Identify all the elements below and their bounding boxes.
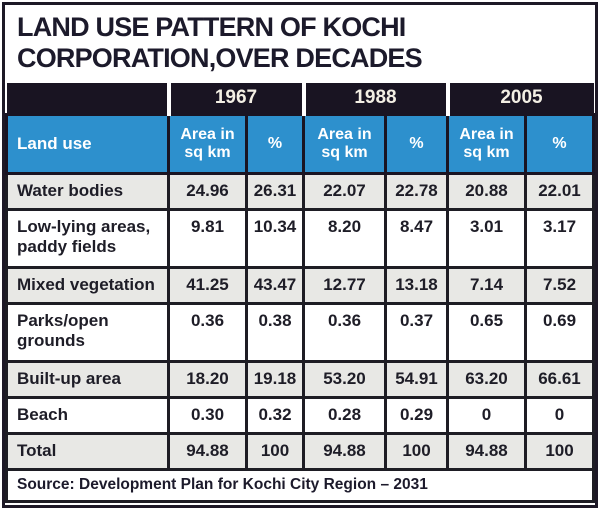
infographic-frame <box>2 2 598 508</box>
cell-value: 0.36 <box>304 304 386 362</box>
table-row-beach <box>7 398 594 434</box>
year-header-2005: 2005 <box>448 83 594 115</box>
cell-value: 20.88 <box>448 174 526 210</box>
cell-value: 100 <box>526 434 594 470</box>
col-header-land-use: Land use <box>7 115 169 174</box>
year-band-spacer <box>7 83 169 115</box>
col-header-area-2005: Area in sq km <box>448 115 526 174</box>
cell-value: 94.88 <box>304 434 386 470</box>
cell-value: 0.37 <box>386 304 448 362</box>
title-block <box>5 5 595 83</box>
cell-value: 3.17 <box>526 210 594 268</box>
land-use-table <box>5 83 595 503</box>
cell-value: 18.20 <box>169 362 247 398</box>
cell-value: 8.47 <box>386 210 448 268</box>
table-row-low-lying-areas <box>7 210 594 268</box>
col-header-pct-1988: % <box>386 115 448 174</box>
cell-value: 22.07 <box>304 174 386 210</box>
cell-value: 3.01 <box>448 210 526 268</box>
source-note: Source: Development Plan for Kochi City Region – 2031 <box>7 470 594 502</box>
col-header-pct-1967: % <box>247 115 304 174</box>
year-band-row <box>7 83 594 115</box>
col-header-area-1988: Area in sq km <box>304 115 386 174</box>
cell-value: 41.25 <box>169 268 247 304</box>
cell-value: 12.77 <box>304 268 386 304</box>
table-row-parks-open-grounds <box>7 304 594 362</box>
column-header-row <box>7 115 594 174</box>
row-label: Low-lying areas, paddy fields <box>7 210 169 268</box>
cell-value: 0.30 <box>169 398 247 434</box>
cell-value: 0.36 <box>169 304 247 362</box>
cell-value: 0.29 <box>386 398 448 434</box>
cell-value: 8.20 <box>304 210 386 268</box>
cell-value: 94.88 <box>169 434 247 470</box>
cell-value: 0 <box>526 398 594 434</box>
cell-value: 24.96 <box>169 174 247 210</box>
cell-value: 0.38 <box>247 304 304 362</box>
cell-value: 43.47 <box>247 268 304 304</box>
row-label: Water bodies <box>7 174 169 210</box>
cell-value: 13.18 <box>386 268 448 304</box>
row-label: Total <box>7 434 169 470</box>
row-label: Parks/open grounds <box>7 304 169 362</box>
cell-value: 22.01 <box>526 174 594 210</box>
col-header-area-1967: Area in sq km <box>169 115 247 174</box>
year-header-1988: 1988 <box>304 83 448 115</box>
cell-value: 22.78 <box>386 174 448 210</box>
cell-value: 0.65 <box>448 304 526 362</box>
cell-value: 9.81 <box>169 210 247 268</box>
page-title-line-2: CORPORATION,OVER DECADES <box>17 43 422 73</box>
cell-value: 19.18 <box>247 362 304 398</box>
cell-value: 94.88 <box>448 434 526 470</box>
year-header-1967: 1967 <box>169 83 304 115</box>
cell-value: 0.32 <box>247 398 304 434</box>
table-row-mixed-vegetation <box>7 268 594 304</box>
cell-value: 7.52 <box>526 268 594 304</box>
cell-value: 100 <box>386 434 448 470</box>
page-title-line-1: LAND USE PATTERN OF KOCHI <box>17 12 406 42</box>
table-row-built-up-area <box>7 362 594 398</box>
table-row-total <box>7 434 594 470</box>
source-row <box>7 470 594 502</box>
cell-value: 0.69 <box>526 304 594 362</box>
table-row-water-bodies <box>7 174 594 210</box>
row-label: Built-up area <box>7 362 169 398</box>
row-label: Mixed vegetation <box>7 268 169 304</box>
cell-value: 66.61 <box>526 362 594 398</box>
cell-value: 100 <box>247 434 304 470</box>
cell-value: 54.91 <box>386 362 448 398</box>
cell-value: 0 <box>448 398 526 434</box>
cell-value: 0.28 <box>304 398 386 434</box>
cell-value: 7.14 <box>448 268 526 304</box>
col-header-pct-2005: % <box>526 115 594 174</box>
cell-value: 10.34 <box>247 210 304 268</box>
cell-value: 26.31 <box>247 174 304 210</box>
row-label: Beach <box>7 398 169 434</box>
cell-value: 53.20 <box>304 362 386 398</box>
cell-value: 63.20 <box>448 362 526 398</box>
